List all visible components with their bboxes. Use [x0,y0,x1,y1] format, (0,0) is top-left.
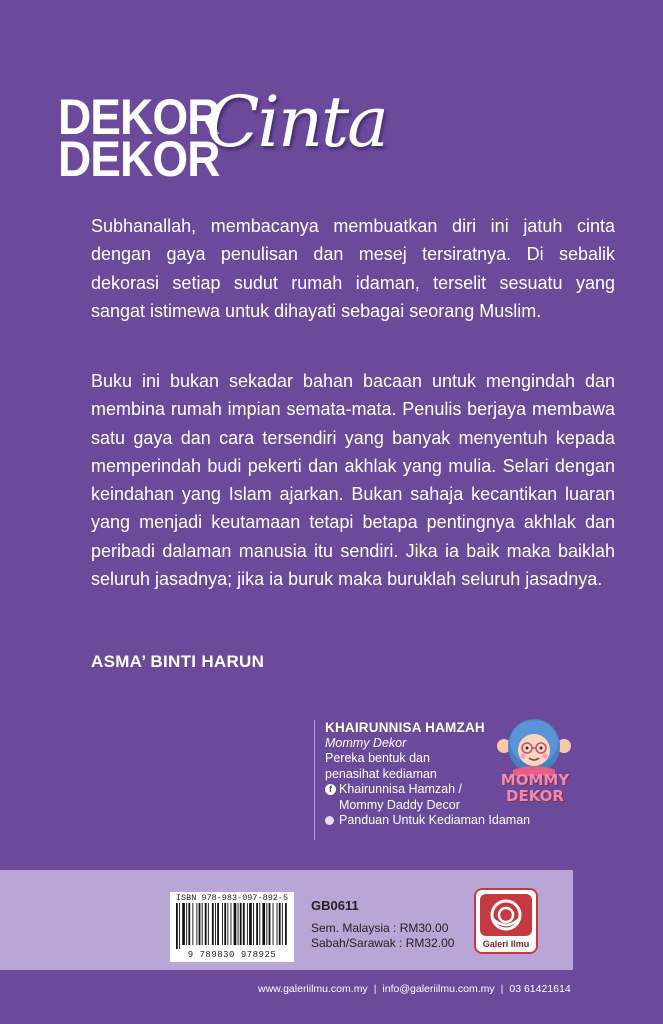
isbn-label: ISBN 978-983-097-892-5 [175,893,289,903]
publisher-logo [474,888,538,954]
contributor-name: KHAIRUNNISA HAMZAH [325,720,485,735]
contributor-role-line1: Pereka bentuk dan [325,751,430,765]
barcode-bars-icon [174,903,290,949]
mascot-label-line2: DEKOR [506,787,564,805]
contact-footer [258,983,571,995]
galeri-ilmu-logo-icon [474,888,538,940]
reviewer-name: ASMA’ BINTI HARUN [91,652,265,671]
facebook-handle [339,782,462,813]
review-paragraph-2: Buku ini bukan sekadar bahan bacaan untuk mengindah dan membina rumah impian semata-mata. Penulis berjaya membawa satu gaya dan cara tersendiri yang banyak menyentuh kepada memperindah budi pekerti dan akhlak yang mulia. Selari dengan keindahan yang Islam ajarkan. Bukan sahaja kecantikan luaran yang menjadi keutamaan tetapi betapa pentingnya akhlak dan peribadi dalaman manusia itu sendiri. Jika ia baik maka baiklah seluruh jasadnya; jika ia buruk maka buruklah seluruh jasadnya. [91,371,615,590]
mascot-label-line1: MOMMY [500,771,570,789]
facebook-icon: f [325,784,336,795]
contributor-alias: Mommy Dekor [325,735,407,750]
facebook-line1: Khairunnisa Hamzah / [339,782,462,796]
price-peninsular: Sem. Malaysia : RM30.00 [311,921,449,935]
footer-phone: 03 61421614 [509,983,571,995]
isbn-barcode [170,892,294,962]
publisher-name: Galeri Ilmu [482,939,530,949]
footer-separator: | [500,983,504,995]
title-cinta-script: Cinta [206,81,387,163]
isbn-digits: 9 789830 978925 [187,950,277,960]
book-title [58,81,387,192]
web-text: Panduan Untuk Kediaman Idaman [339,813,531,827]
product-code: GB0611 [311,898,359,913]
contributor-role-line2: penasihat kediaman [325,766,437,781]
facebook-line2: Mommy Daddy Decor [339,797,460,812]
footer-website[interactable]: www.galeriilmu.com.my [258,983,368,995]
globe-icon [325,816,334,825]
price-east-malaysia: Sabah/Sarawak : RM32.00 [311,936,455,950]
review-paragraph-1: Subhanallah, membacanya membuatkan diri ini jatuh cinta dengan gaya penulisan dan mesej tersiratnya. Di sebalik dekorasi setiap sudut rumah idaman, terselit sesuatu yang sangat istimewa untuk dihayati sebagai seorang Muslim. [91,216,615,321]
mommy-dekor-logo-text [500,772,570,804]
title-dekor-line2: DEKOR [58,131,220,187]
footer-separator: | [373,983,377,995]
title-dekor-line1: DEKOR [58,89,220,145]
footer-email[interactable]: info@galeriilmu.com.my [382,983,495,995]
web-row [325,813,555,829]
